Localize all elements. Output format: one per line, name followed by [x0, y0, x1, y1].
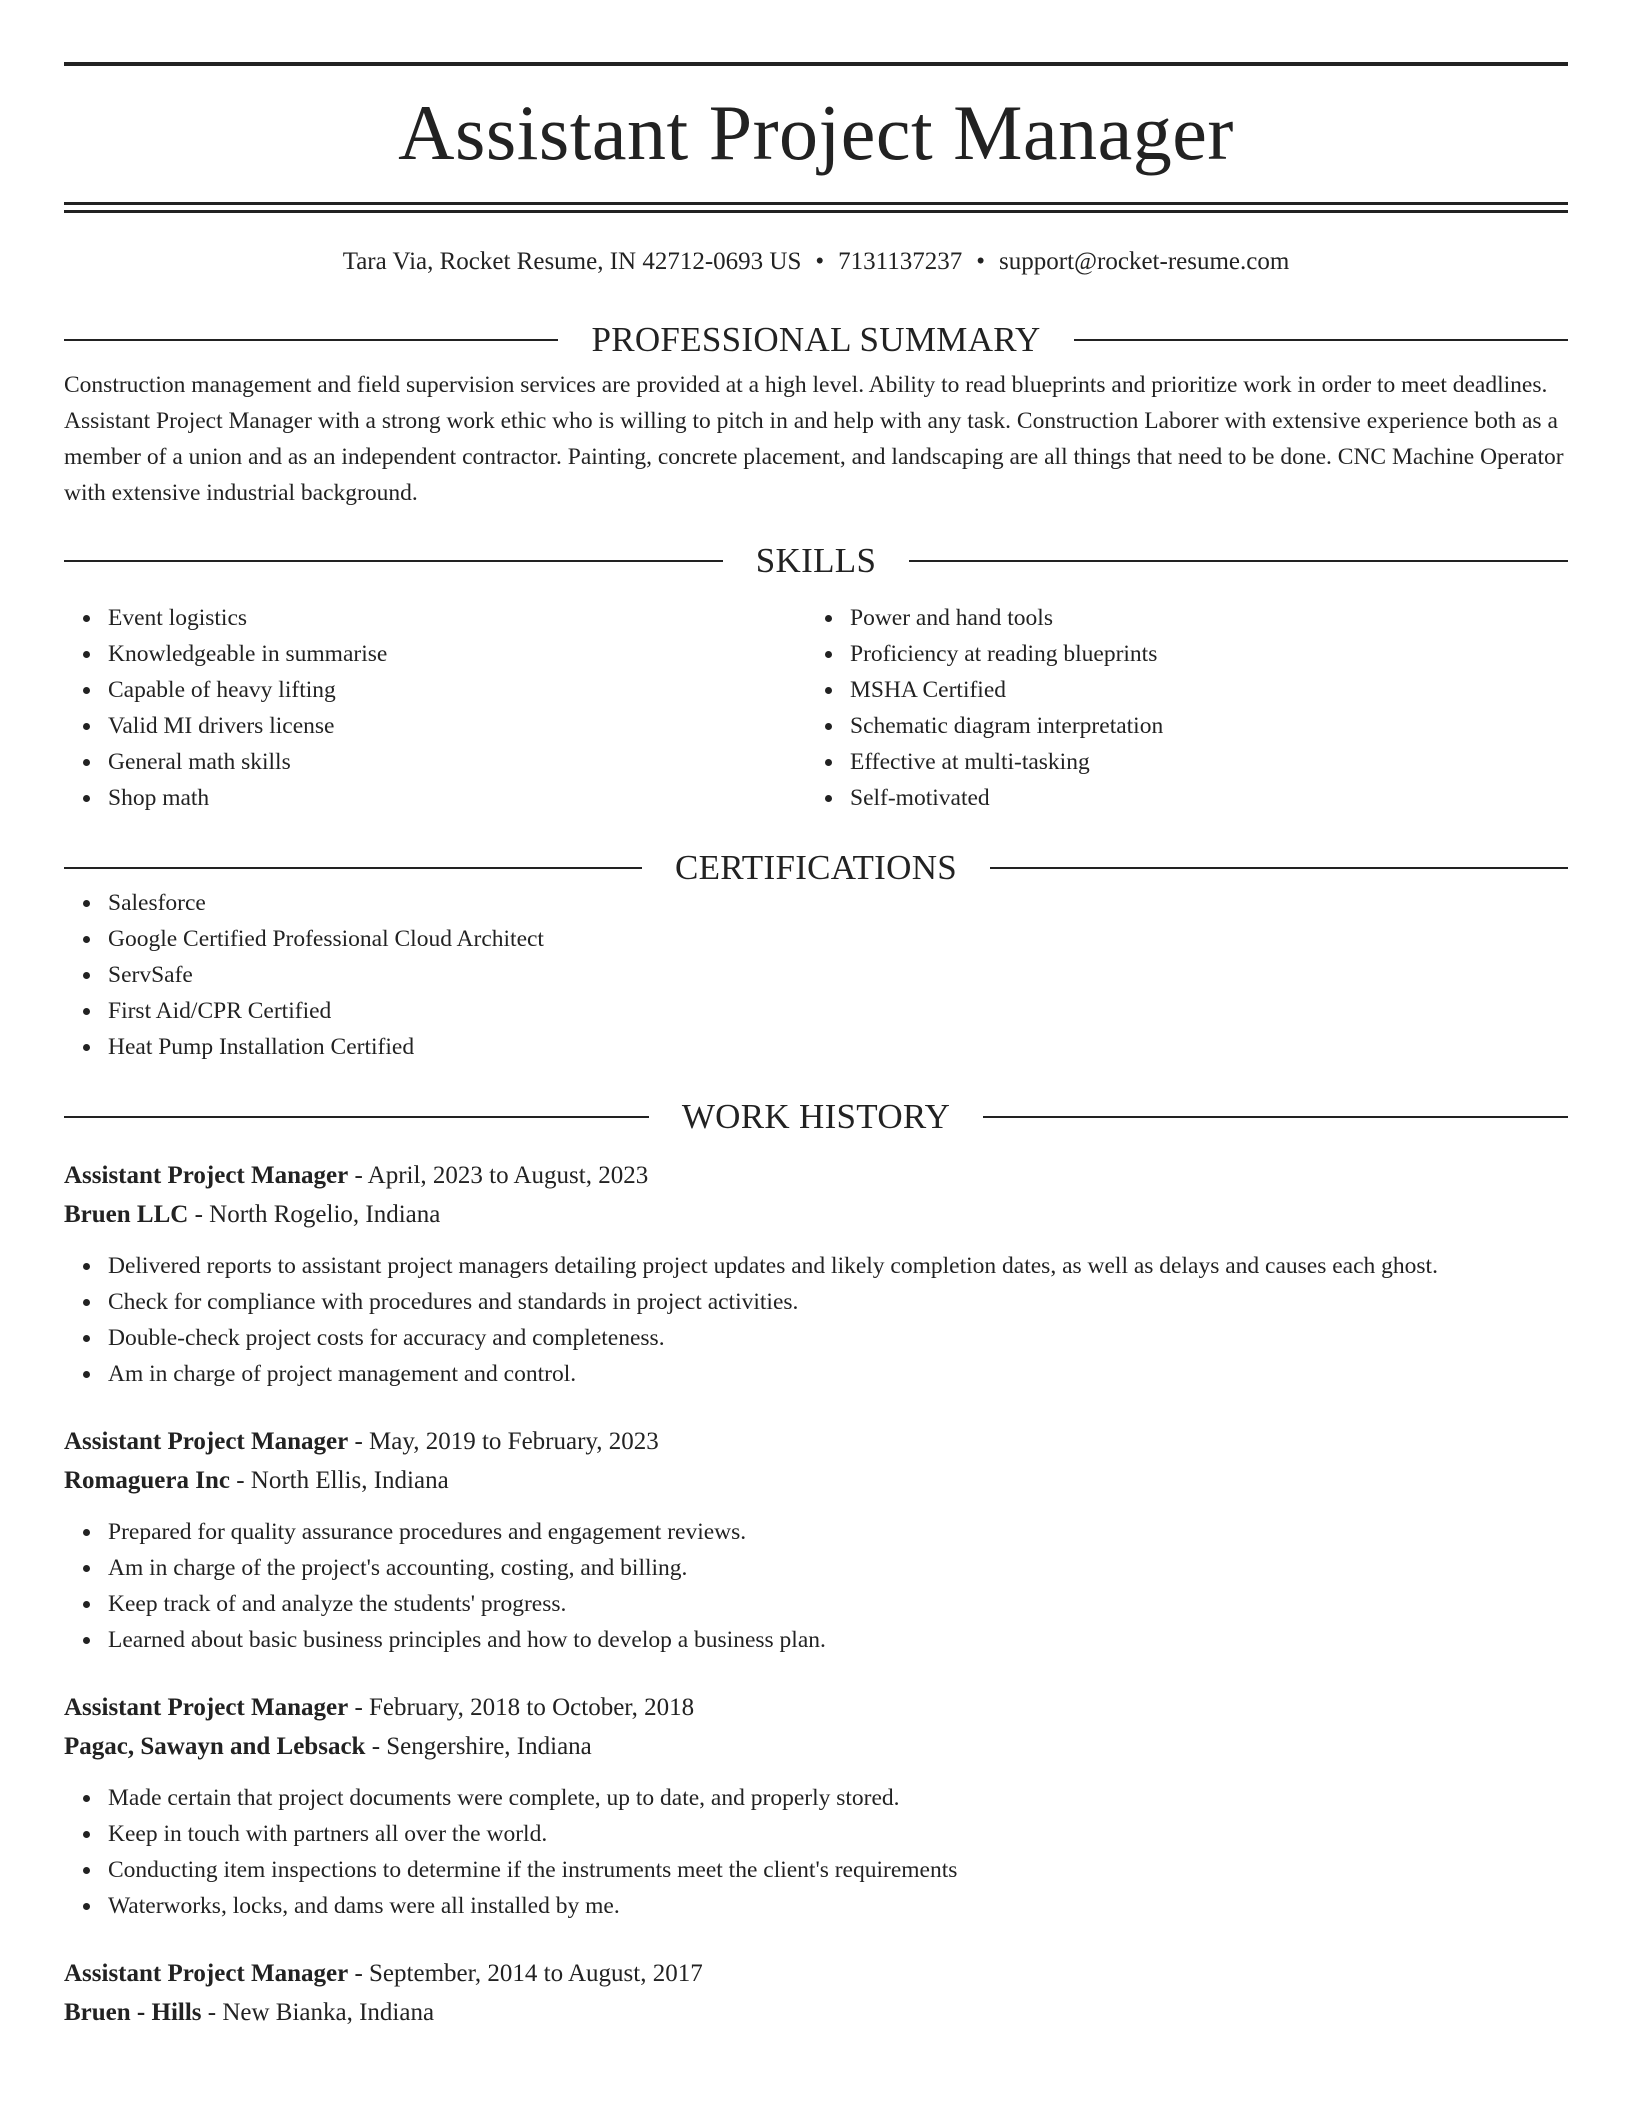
job-bullet: Conducting item inspections to determine if the instruments meet the client's requirements: [108, 1852, 1568, 1888]
job-dates: - February, 2018 to October, 2018: [348, 1694, 695, 1721]
skills-list-left: [64, 600, 806, 816]
job-title: Assistant Project Manager: [64, 1694, 349, 1721]
skill-item: Schematic diagram interpretation: [850, 708, 1548, 744]
certifications-heading-label: CERTIFICATIONS: [674, 848, 958, 887]
skill-item: Power and hand tools: [850, 600, 1548, 636]
job-title: Assistant Project Manager: [64, 1960, 349, 1987]
skill-item: Proficiency at reading blueprints: [850, 636, 1548, 672]
job-company-line: [64, 1461, 1568, 1500]
job-bullet: Keep track of and analyze the students' progress.: [108, 1586, 1568, 1622]
job-company: Romaguera Inc: [64, 1467, 230, 1494]
job-bullet: Waterworks, locks, and dams were all installed by me.: [108, 1888, 1568, 1924]
job-bullets: [64, 1780, 1568, 1924]
certification-item: Salesforce: [108, 885, 1568, 921]
job-bullet: Prepared for quality assurance procedures and engagement reviews.: [108, 1514, 1568, 1550]
skill-item: Self-motivated: [850, 780, 1548, 816]
job-location: - Sengershire, Indiana: [365, 1733, 592, 1760]
job-location: - North Rogelio, Indiana: [188, 1201, 441, 1228]
job-title-line: [64, 1422, 1568, 1461]
work-history-heading-label: WORK HISTORY: [681, 1097, 951, 1136]
job-company: Pagac, Sawayn and Lebsack: [64, 1733, 366, 1760]
skill-item: Valid MI drivers license: [108, 708, 806, 744]
job-entry: [64, 1156, 1568, 1392]
contact-separator: •: [815, 248, 825, 275]
resume-title: Assistant Project Manager: [398, 89, 1234, 176]
job-company-line: [64, 1993, 1568, 2032]
skills-heading-label: SKILLS: [755, 541, 877, 580]
job-bullet: Check for compliance with procedures and standards in project activities.: [108, 1284, 1568, 1320]
summary-text: Construction management and field supervision services are provided at a high level. Ability to read blueprints and prioritize work in order to meet deadlines. Assistant Project Manager with a strong work ethic who is willing to pitch in and help with any task. Construction Laborer with extensive experience both as a member of a union and as an independent contractor. Painting, concrete placement, and landscaping are all things that need to be done. CNC Machine Operator with extensive industrial background.: [64, 372, 1564, 506]
skill-item: General math skills: [108, 744, 806, 780]
title-double-rule: [64, 202, 1568, 213]
job-location: - North Ellis, Indiana: [229, 1467, 449, 1494]
skill-item: Event logistics: [108, 600, 806, 636]
job-title: Assistant Project Manager: [64, 1162, 349, 1189]
job-company: Bruen - Hills: [64, 1999, 202, 2026]
skills-list-right: [806, 600, 1548, 816]
job-title-line: [64, 1954, 1568, 1993]
job-entry: [64, 1422, 1568, 1658]
certification-item: ServSafe: [108, 957, 1568, 993]
contact-phone: 7131137237: [838, 248, 963, 275]
job-bullet: Delivered reports to assistant project managers detailing project updates and likely completion dates, as well as delays and causes each ghost.: [108, 1248, 1568, 1284]
resume-page: [64, 62, 1568, 2032]
job-location: - New Bianka, Indiana: [201, 1999, 435, 2026]
job-dates: - September, 2014 to August, 2017: [348, 1960, 703, 1987]
job-bullets: [64, 1514, 1568, 1658]
job-title-line: [64, 1156, 1568, 1195]
summary-heading: [64, 322, 1568, 357]
contact-separator: •: [976, 248, 986, 275]
certifications-heading: [64, 850, 1568, 885]
job-bullet: Am in charge of project management and control.: [108, 1356, 1568, 1392]
job-bullets: [64, 1248, 1568, 1392]
certification-item: Heat Pump Installation Certified: [108, 1029, 1568, 1065]
job-bullet: Keep in touch with partners all over the world.: [108, 1816, 1568, 1852]
job-title-line: [64, 1688, 1568, 1727]
job-bullet: Am in charge of the project's accounting, costing, and billing.: [108, 1550, 1568, 1586]
job-company-line: [64, 1195, 1568, 1234]
skill-item: Capable of heavy lifting: [108, 672, 806, 708]
skills-heading: [64, 543, 1568, 578]
contact-address: Tara Via, Rocket Resume, IN 42712-0693 US: [342, 248, 802, 275]
skill-item: Knowledgeable in summarise: [108, 636, 806, 672]
job-bullet: Learned about basic business principles and how to develop a business plan.: [108, 1622, 1568, 1658]
skill-item: Shop math: [108, 780, 806, 816]
job-company-line: [64, 1727, 1568, 1766]
certifications-list: [64, 885, 1568, 1065]
job-entry: [64, 1954, 1568, 2032]
skills-columns: [64, 600, 1568, 816]
contact-line: [64, 249, 1568, 274]
certification-item: First Aid/CPR Certified: [108, 993, 1568, 1029]
summary-heading-label: PROFESSIONAL SUMMARY: [591, 320, 1041, 359]
top-rule: [64, 62, 1568, 66]
job-dates: - April, 2023 to August, 2023: [348, 1162, 649, 1189]
skill-item: Effective at multi-tasking: [850, 744, 1548, 780]
job-entry: [64, 1688, 1568, 1924]
skill-item: MSHA Certified: [850, 672, 1548, 708]
job-title: Assistant Project Manager: [64, 1428, 349, 1455]
job-bullet: Double-check project costs for accuracy and completeness.: [108, 1320, 1568, 1356]
contact-email: support@rocket-resume.com: [999, 248, 1290, 275]
job-dates: - May, 2019 to February, 2023: [348, 1428, 659, 1455]
work-history-heading: [64, 1099, 1568, 1134]
job-company: Bruen LLC: [64, 1201, 189, 1228]
certification-item: Google Certified Professional Cloud Architect: [108, 921, 1568, 957]
job-bullet: Made certain that project documents were complete, up to date, and properly stored.: [108, 1780, 1568, 1816]
